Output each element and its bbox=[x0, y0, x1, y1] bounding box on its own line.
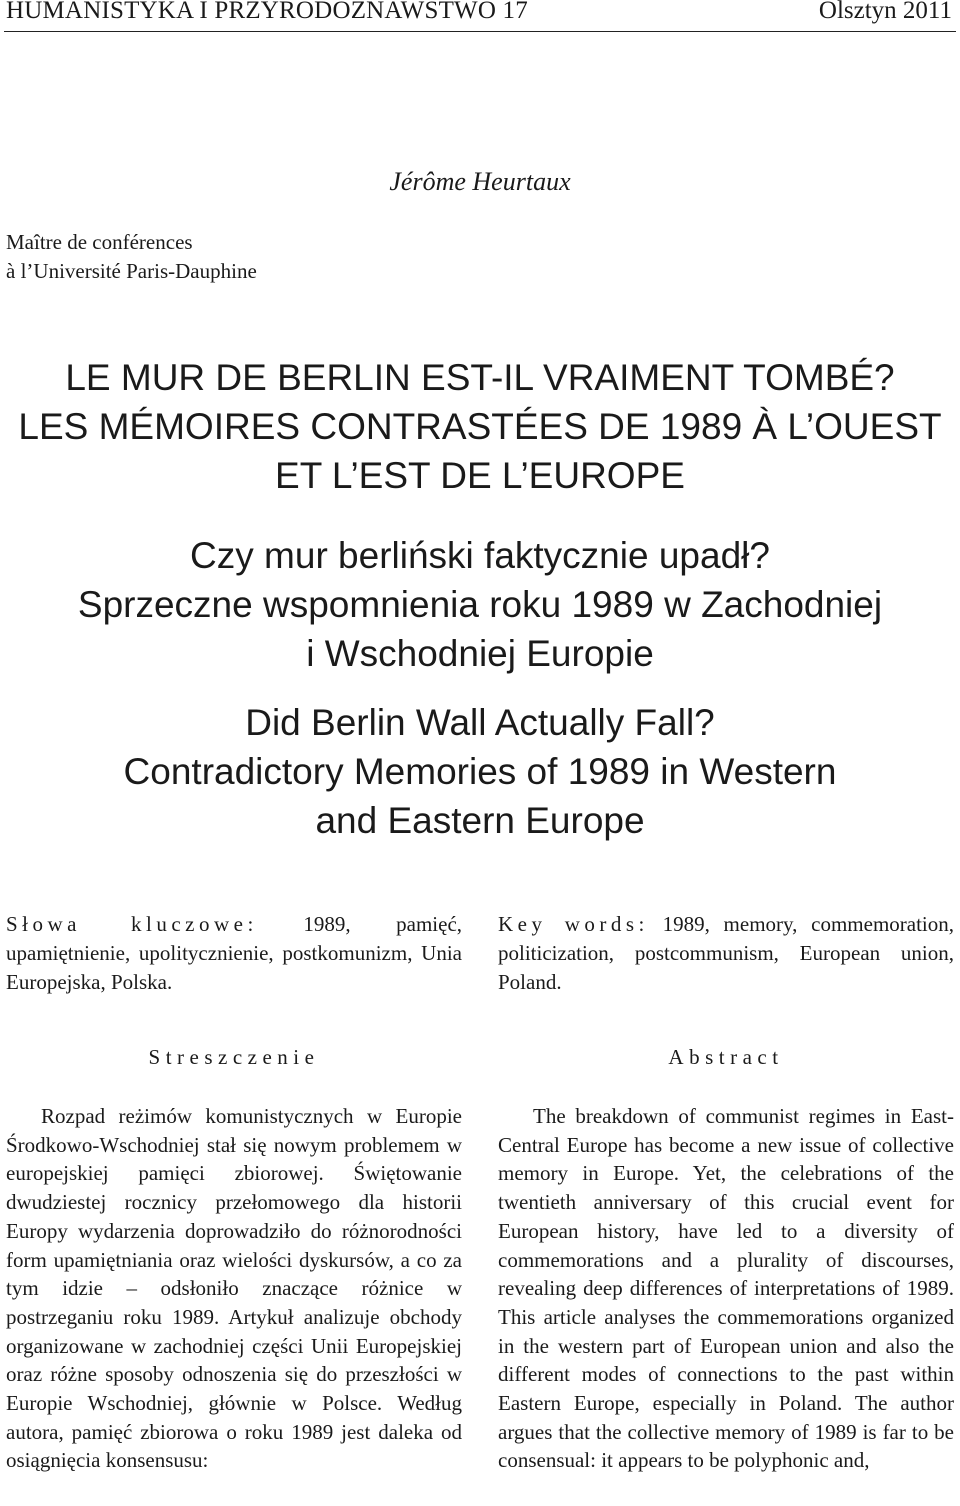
abstract-english-body bbox=[498, 1102, 954, 1475]
journal-place-year: Olsztyn 2011 bbox=[818, 0, 952, 24]
abstract-polish-heading: Streszczenie bbox=[148, 1045, 320, 1069]
title-polish-line-3: i Wschodniej Europie bbox=[306, 633, 654, 674]
title-english-line-2: Contradictory Memories of 1989 in Western bbox=[123, 751, 837, 792]
affiliation-line-1: Maître de conférences bbox=[6, 230, 193, 254]
keywords-english-label: Key words: bbox=[498, 912, 649, 936]
header-rule bbox=[4, 31, 956, 32]
keywords-polish bbox=[6, 910, 462, 997]
author-affiliation bbox=[6, 228, 257, 286]
author-name: Jérôme Heurtaux bbox=[389, 167, 571, 196]
title-english bbox=[0, 698, 960, 845]
title-polish-line-2: Sprzeczne wspomnienia roku 1989 w Zachodniej bbox=[77, 584, 883, 625]
keywords-polish-label: Słowa kluczowe: bbox=[6, 912, 258, 936]
keywords-english bbox=[498, 910, 954, 997]
abstract-english-text: The breakdown of communist regimes in East-Central Europe has become a new issue of collective memory in Europe. Yet, the celebrations of the twentieth anniversary of this crucial event for European history, have led to a diversity of commemorations and a plurality of discourses, revealing deep differences of interpretations of 1989. This article analyses the commemorations organized in the western part of European union and also the different modes of connections to the past within Eastern Europe, especially in Poland. The author argues that the collective memory of 1989 is far to be consensual: it appears to be polyphonic and, bbox=[498, 1104, 954, 1473]
keywords-polish-text: 1989, pamięć, upamiętnienie, upolitycznienie, postkomunizm, Unia Europejska, Polska. bbox=[6, 912, 463, 994]
title-french bbox=[0, 353, 960, 500]
title-french-line-2: LES MÉMOIRES CONTRASTÉES DE 1989 À L’OUEST bbox=[18, 406, 942, 447]
journal-name: HUMANISTYKA I PRZYRODOZNAWSTWO 17 bbox=[6, 0, 528, 24]
affiliation-line-2: à l’Université Paris-Dauphine bbox=[6, 259, 257, 283]
title-french-line-1: LE MUR DE BERLIN EST-IL VRAIMENT TOMBÉ? bbox=[65, 357, 895, 398]
abstract-english-heading: Abstract bbox=[668, 1045, 784, 1069]
keywords-english-text: 1989, memory, commemoration, politicization, postcommunism, European union, Poland. bbox=[498, 912, 955, 994]
title-french-line-3: ET L’EST DE L’EUROPE bbox=[275, 455, 685, 496]
abstract-polish-body bbox=[6, 1102, 462, 1475]
title-polish bbox=[0, 531, 960, 678]
abstract-polish-text: Rozpad reżimów komunistycznych w Europie Środkowo-Wschodniej stał się nowym problemem w europejskiej pamięci zbiorowej. Świętowanie dwudziestej rocznicy przełomowego dla historii Europy wydarzenia doprowadziło do różnorodności form upamiętniania oraz wielości dyskursów, a co za tym idzie – odsłoniło znaczące różnice w postrzeganiu roku 1989. Artykuł analizuje obchody organizowane w zachodniej części Unii Europejskiej oraz różne sposoby odnoszenia się do przeszłości w Europie Wschodniej, głównie w Polsce. Według autora, pamięć zbiorowa o roku 1989 jest daleka od osiągnięcia konsensusu: bbox=[6, 1104, 462, 1473]
title-english-line-3: and Eastern Europe bbox=[315, 800, 645, 841]
title-polish-line-1: Czy mur berliński faktycznie upadł? bbox=[190, 535, 770, 576]
title-english-line-1: Did Berlin Wall Actually Fall? bbox=[245, 702, 715, 743]
